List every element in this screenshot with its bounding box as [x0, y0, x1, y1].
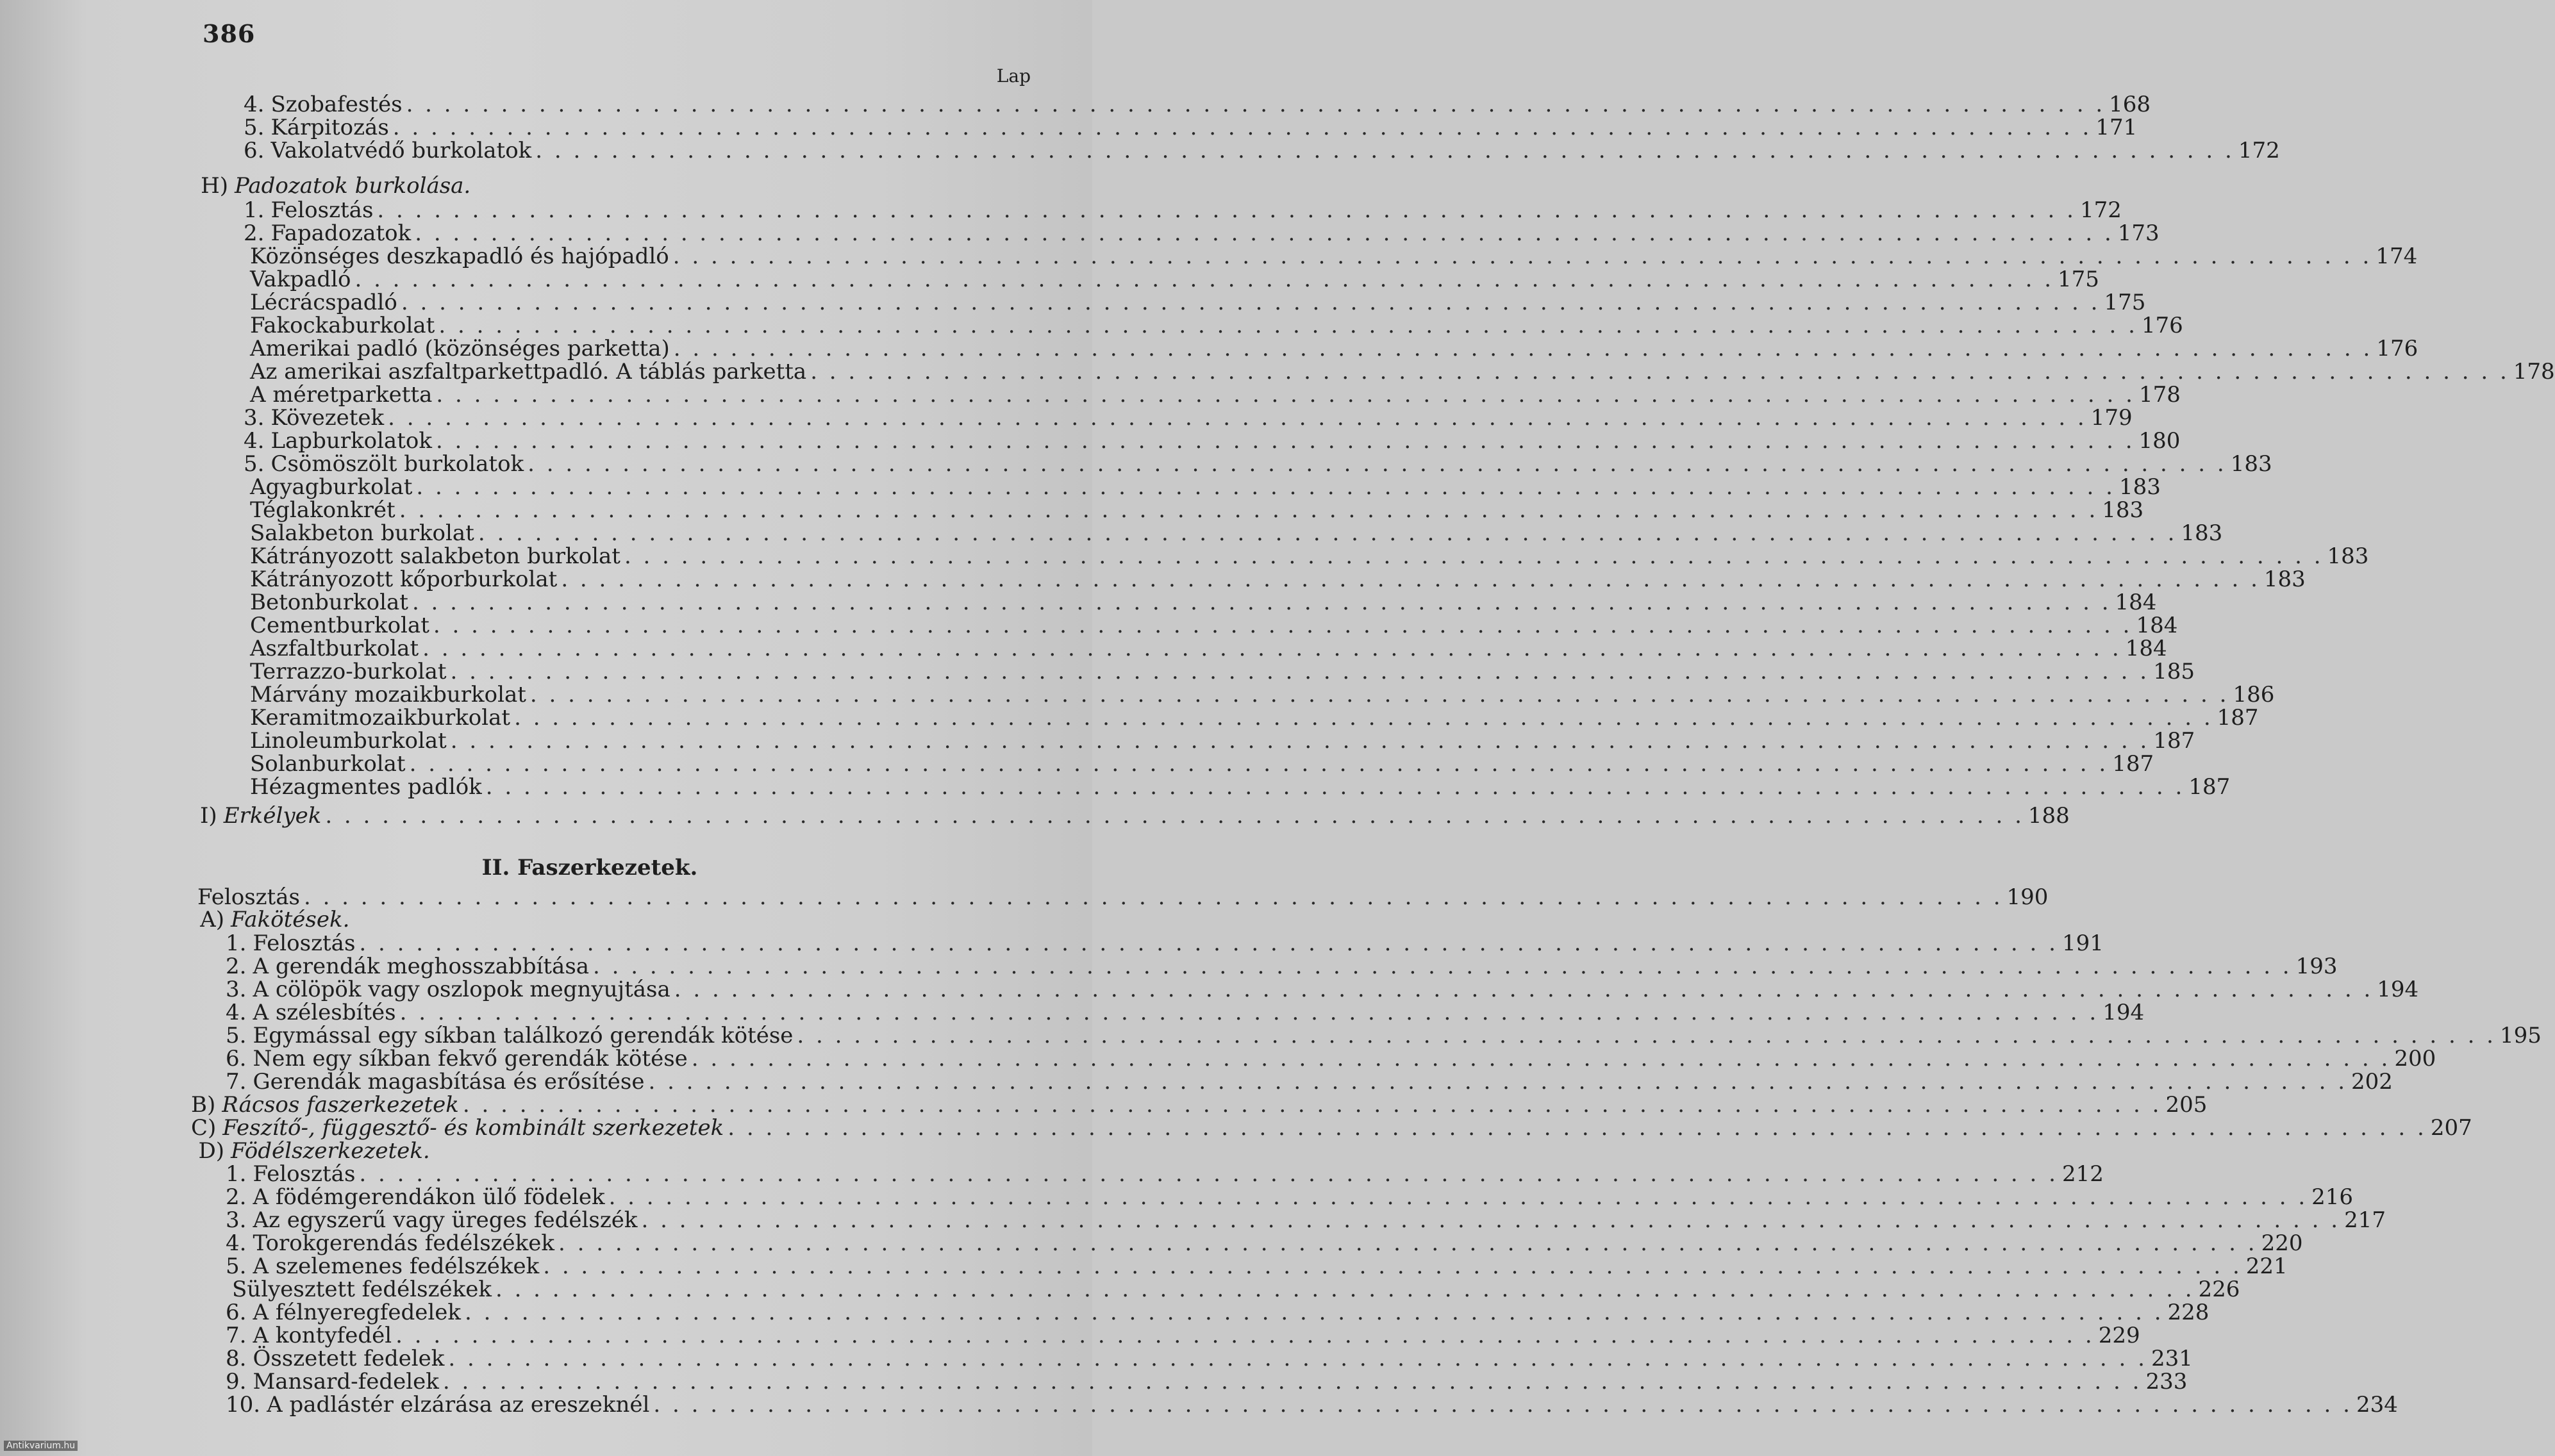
toc-entry-title: Erkélyek: [223, 803, 322, 829]
toc-entry-title: Gerendák magasbítása és erősítése: [253, 1069, 645, 1095]
toc-leader-dots: . . . . . . . . . . . . . . . . . . . . . . . . . . . . . . . . . . . . . . . . . . . . . . . . . . . . . . . . . . . . . . . . . . . . . . . . . . . . . . . . . . . . . . . . . .: [653, 1392, 2352, 1418]
toc-entry: [191, 884, 2049, 910]
toc-entry-number: 1.: [244, 197, 265, 223]
toc-entry-number: 1.: [226, 931, 247, 956]
toc-entry: [244, 705, 2259, 731]
toc-entry-title: A méretparketta: [250, 382, 433, 408]
toc-entry-page: 217: [2344, 1207, 2386, 1233]
toc-entry: [244, 590, 2157, 615]
toc-entry-page: 172: [2238, 138, 2280, 163]
toc-entry-title: Egymással egy síkban találkozó gerendák kötése: [253, 1023, 794, 1048]
toc-leader-dots: . . . . . . . . . . . . . . . . . . . . . . . . . . . . . . . . . . . . . . . . . . . . . . . . . . . . . . . . . . . . . . . . . . . . . . . . . . . . . . . . . . . . . . . . . .: [535, 138, 2235, 163]
toc-entry-page: 172: [2079, 197, 2122, 223]
toc-entry: [244, 682, 2275, 707]
toc-leader-dots: . . . . . . . . . . . . . . . . . . . . . . . . . . . . . . . . . . . . . . . . . . . . . . . . . . . . . . . . . . . . . . . . . . . . . . . . . . . . . . . . . . . . . . . . . .: [436, 382, 2135, 408]
toc-entry-page: 233: [2145, 1369, 2188, 1394]
toc-leader-dots: . . . . . . . . . . . . . . . . . . . . . . . . . . . . . . . . . . . . . . . . . . . . . . . . . . . . . . . . . . . . . . . . . . . . . . . . . . . . . . . . . . . . . . . . . .: [624, 543, 2324, 569]
toc-entry-number: 4.: [226, 1000, 247, 1025]
toc-entry-title: Kátrányozott salakbeton burkolat: [250, 543, 620, 569]
toc-leader-dots: . . . . . . . . . . . . . . . . . . . . . . . . . . . . . . . . . . . . . . . . . . . . . . . . . . . . . . . . . . . . . . . . . . . . . . . . . . . . . . . . . . . . . . . . . .: [561, 567, 2260, 592]
toc-entry-title: Vakolatvédő burkolatok: [270, 138, 532, 163]
toc-entry-number: 2.: [226, 954, 247, 979]
toc-leader-dots: . . . . . . . . . . . . . . . . . . . . . . . . . . . . . . . . . . . . . . . . . . . . . . . . . . . . . . . . . . . . . . . . . . . . . . . . . . . . . . . . . . . . . . . . . .: [543, 1253, 2242, 1279]
toc-entry-number: 7.: [226, 1323, 247, 1348]
toc-entry: [191, 1092, 2208, 1118]
toc-leader-dots: . . . . . . . . . . . . . . . . . . . . . . . . . . . . . . . . . . . . . . . . . . . . . . . . . . . . . . . . . . . . . . . . . . . . . . . . . . . . . . . . . . . . . . . . . .: [450, 659, 2150, 684]
toc-entry-page: 185: [2153, 659, 2195, 684]
toc-entry-page: 191: [2061, 931, 2104, 956]
toc-entry-page: 183: [2181, 520, 2223, 546]
toc-entry-page: 183: [2230, 451, 2272, 477]
toc-entry-page: 183: [2263, 567, 2306, 592]
toc-entry-page: 205: [2165, 1092, 2208, 1118]
toc-leader-dots: . . . . . . . . . . . . . . . . . . . . . . . . . . . . . . . . . . . . . . . . . . . . . . . . . . . . . . . . . . . . . . . . . . . . . . . . . . . . . . . . . . . . . . . . . .: [797, 1023, 2496, 1048]
toc-entry-title: Rácsos faszerkezetek: [222, 1092, 459, 1118]
toc-entry: [191, 1115, 2472, 1141]
toc-entry-page: 178: [2513, 359, 2555, 385]
toc-entry: [226, 1392, 2398, 1418]
toc-leader-dots: . . . . . . . . . . . . . . . . . . . . . . . . . . . . . . . . . . . . . . . . . . . . . . . . . . . . . . . . . . . . . . . . . . . . . . . . . . . . . . . . . . . . . . . . . .: [648, 1069, 2348, 1095]
toc-entry-number: 5.: [226, 1253, 247, 1279]
toc-leader-dots: . . . . . . . . . . . . . . . . . . . . . . . . . . . . . . . . . . . . . . . . . . . . . . . . . . . . . . . . . . . . . . . . . . . . . . . . . . . . . . . . . . . . . . . . . .: [528, 451, 2227, 477]
toc-leader-dots: . . . . . . . . . . . . . . . . . . . . . . . . . . . . . . . . . . . . . . . . . . . . . . . . . . . . . . . . . . . . . . . . . . . . . . . . . . . . . . . . . . . . . . . . . .: [354, 267, 2054, 292]
toc-entry-page: 220: [2261, 1230, 2303, 1256]
toc-entry: [191, 908, 1020, 931]
toc-entry: [226, 977, 2419, 1002]
toc-entry-number: 5.: [244, 451, 265, 477]
toc-entry: [244, 220, 2160, 246]
toc-entry-title: Solanburkolat: [250, 751, 406, 777]
toc-entry-title: Kövezetek: [270, 405, 385, 431]
toc-entry: [226, 1346, 2193, 1371]
toc-entry: [244, 115, 2138, 140]
toc-entry: [244, 313, 2183, 338]
toc-entry-page: 221: [2245, 1253, 2288, 1279]
toc-leader-dots: . . . . . . . . . . . . . . . . . . . . . . . . . . . . . . . . . . . . . . . . . . . . . . . . . . . . . . . . . . . . . . . . . . . . . . . . . . . . . . . . . . . . . . . . . .: [485, 774, 2185, 800]
toc-entry: [244, 636, 2167, 661]
toc-entry-number: I): [200, 803, 217, 829]
toc-entry: [226, 1000, 2145, 1025]
toc-entry-number: B): [191, 1092, 216, 1118]
toc-entry-number: 9.: [226, 1369, 247, 1394]
toc-entry-page: 184: [2136, 613, 2178, 638]
toc-entry: [244, 567, 2306, 592]
toc-leader-dots: . . . . . . . . . . . . . . . . . . . . . . . . . . . . . . . . . . . . . . . . . . . . . . . . . . . . . . . . . . . . . . . . . . . . . . . . . . . . . . . . . . . . . . . . . .: [415, 220, 2114, 246]
toc-entry-title: Padozatok burkolása.: [235, 173, 471, 199]
toc-leader-dots: . . . . . . . . . . . . . . . . . . . . . . . . . . . . . . . . . . . . . . . . . . . . . . . . . . . . . . . . . . . . . . . . . . . . . . . . . . . . . . . . . . . . . . . . . .: [478, 520, 2177, 546]
toc-entry: [226, 1069, 2393, 1095]
toc-leader-dots: . . . . . . . . . . . . . . . . . . . . . . . . . . . . . . . . . . . . . . . . . . . . . . . . . . . . . . . . . . . . . . . . . . . . . . . . . . . . . . . . . . . . . . . . . .: [674, 977, 2374, 1002]
toc-leader-dots: . . . . . . . . . . . . . . . . . . . . . . . . . . . . . . . . . . . . . . . . . . . . . . . . . . . . . . . . . . . . . . . . . . . . . . . . . . . . . . . . . . . . . . . . . .: [401, 290, 2101, 315]
toc-entry-number: 2.: [226, 1184, 247, 1210]
toc-entry: [244, 336, 2418, 361]
toc-entry-page: 184: [2115, 590, 2157, 615]
toc-entry-number: C): [191, 1115, 217, 1141]
toc-entry-number: 10.: [226, 1392, 261, 1418]
toc-entry-page: 228: [2167, 1300, 2210, 1325]
toc-entry-number: 3.: [244, 405, 265, 431]
toc-entry: [226, 1184, 2354, 1210]
toc-entry: [244, 520, 2223, 546]
toc-entry-title: Amerikai padló (közönséges parketta): [250, 336, 670, 361]
toc-entry: [244, 138, 2280, 163]
toc-leader-dots: . . . . . . . . . . . . . . . . . . . . . . . . . . . . . . . . . . . . . . . . . . . . . . . . . . . . . . . . . . . . . . . . . . . . . . . . . . . . . . . . . . . . . . . . . .: [412, 590, 2111, 615]
toc-entry-page: 187: [2153, 728, 2195, 754]
toc-entry: [226, 1046, 2436, 1071]
toc-leader-dots: . . . . . . . . . . . . . . . . . . . . . . . . . . . . . . . . . . . . . . . . . . . . . . . . . . . . . . . . . . . . . . . . . . . . . . . . . . . . . . . . . . . . . . . . . .: [422, 636, 2122, 661]
toc-entry-page: 188: [2027, 803, 2070, 829]
toc-leader-dots: . . . . . . . . . . . . . . . . . . . . . . . . . . . . . . . . . . . . . . . . . . . . . . . . . . . . . . . . . . . . . . . . . . . . . . . . . . . . . . . . . . . . . . . . . .: [416, 474, 2115, 500]
toc-leader-dots: . . . . . . . . . . . . . . . . . . . . . . . . . . . . . . . . . . . . . . . . . . . . . . . . . . . . . . . . . . . . . . . . . . . . . . . . . . . . . . . . . . . . . . . . . .: [303, 884, 2003, 910]
toc-entry-number: 3.: [226, 977, 247, 1002]
toc-entry-number: 5.: [226, 1023, 247, 1048]
toc-leader-dots: . . . . . . . . . . . . . . . . . . . . . . . . . . . . . . . . . . . . . . . . . . . . . . . . . . . . . . . . . . . . . . . . . . . . . . . . . . . . . . . . . . . . . . . . . .: [442, 1369, 2142, 1394]
toc-entry-number: 2.: [244, 220, 265, 246]
toc-entry-page: 186: [2233, 682, 2275, 707]
toc-entry-number: 4.: [244, 428, 265, 454]
toc-entry-title: Márvány mozaikburkolat: [250, 682, 526, 707]
toc-leader-dots: . . . . . . . . . . . . . . . . . . . . . . . . . . . . . . . . . . . . . . . . . . . . . . . . . . . . . . . . . . . . . . . . . . . . . . . . . . . . . . . . . . . . . . . . . .: [495, 1277, 2195, 1302]
toc-entry: [226, 1161, 2104, 1187]
toc-entry-title: Közönséges deszkapadló és hajópadló: [250, 244, 669, 269]
toc-entry-title: Csömöszölt burkolatok: [270, 451, 524, 477]
toc-entry: [244, 290, 2146, 315]
toc-entry-title: Felosztás: [270, 197, 374, 223]
toc-entry: [226, 1300, 2210, 1325]
toc-entry-title: Sülyesztett fedélszékek: [232, 1277, 492, 1302]
toc-entry: [226, 954, 2338, 979]
page-number: 386: [203, 19, 256, 48]
toc-entry: [244, 451, 2272, 477]
toc-entry: [244, 197, 2122, 223]
toc-entry-title: A félnyeregfedelek: [253, 1300, 461, 1325]
toc-entry-page: 200: [2394, 1046, 2436, 1071]
page-column-header: Lap: [996, 65, 1031, 87]
toc-entry-title: Födélszerkezetek.: [231, 1138, 430, 1164]
toc-entry-title: Keramitmozaikburkolat: [250, 705, 511, 731]
toc-entry-page: 178: [2138, 382, 2181, 408]
toc-entry-number: 6.: [226, 1300, 247, 1325]
toc-entry-page: 187: [2217, 705, 2259, 731]
toc-entry: [244, 267, 2099, 292]
toc-entry: [191, 1139, 1020, 1162]
toc-entry-title: A cölöpök vagy oszlopok megnyujtása: [253, 977, 670, 1002]
toc-entry-title: Fakockaburkolat: [250, 313, 435, 338]
toc-leader-dots: . . . . . . . . . . . . . . . . . . . . . . . . . . . . . . . . . . . . . . . . . . . . . . . . . . . . . . . . . . . . . . . . . . . . . . . . . . . . . . . . . . . . . . . . . .: [388, 405, 2087, 431]
toc-entry-page: 226: [2198, 1277, 2240, 1302]
toc-entry-title: Kátrányozott kőporburkolat: [250, 567, 558, 592]
toc-entry-page: 173: [2117, 220, 2160, 246]
toc-leader-dots: . . . . . . . . . . . . . . . . . . . . . . . . . . . . . . . . . . . . . . . . . . . . . . . . . . . . . . . . . . . . . . . . . . . . . . . . . . . . . . . . . . . . . . . . . .: [558, 1230, 2258, 1256]
toc-entry-page: 202: [2351, 1069, 2393, 1095]
toc-entry: [244, 728, 2195, 754]
toc-leader-dots: . . . . . . . . . . . . . . . . . . . . . . . . . . . . . . . . . . . . . . . . . . . . . . . . . . . . . . . . . . . . . . . . . . . . . . . . . . . . . . . . . . . . . . . . . .: [399, 1000, 2099, 1025]
toc-entry-title: Lécrácspadló: [250, 290, 397, 315]
toc-entry-page: 229: [2098, 1323, 2140, 1348]
watermark: Antikvarium.hu: [4, 1441, 78, 1451]
toc-entry-page: 187: [2112, 751, 2154, 777]
toc-entry-title: Téglakonkrét: [250, 497, 395, 523]
toc-entry: [226, 1369, 2188, 1394]
toc-entry: [244, 659, 2195, 684]
toc-leader-dots: . . . . . . . . . . . . . . . . . . . . . . . . . . . . . . . . . . . . . . . . . . . . . . . . . . . . . . . . . . . . . . . . . . . . . . . . . . . . . . . . . . . . . . . . . .: [433, 613, 2133, 638]
toc-entry-title: Vakpadló: [250, 267, 351, 292]
toc-entry-title: Aszfaltburkolat: [250, 636, 419, 661]
toc-leader-dots: . . . . . . . . . . . . . . . . . . . . . . . . . . . . . . . . . . . . . . . . . . . . . . . . . . . . . . . . . . . . . . . . . . . . . . . . . . . . . . . . . . . . . . . . . .: [395, 1323, 2095, 1348]
toc-leader-dots: . . . . . . . . . . . . . . . . . . . . . . . . . . . . . . . . . . . . . . . . . . . . . . . . . . . . . . . . . . . . . . . . . . . . . . . . . . . . . . . . . . . . . . . . . .: [529, 682, 2229, 707]
toc-entry-title: Agyagburkolat: [250, 474, 413, 500]
toc-entry: [200, 803, 2070, 829]
toc-entry-title: Lapburkolatok: [270, 428, 432, 454]
toc-entry-title: Az egyszerű vagy üreges fedélszék: [253, 1207, 638, 1233]
toc-entry-title: Terrazzo-burkolat: [250, 659, 447, 684]
toc-entry-page: 176: [2141, 313, 2183, 338]
toc-leader-dots: . . . . . . . . . . . . . . . . . . . . . . . . . . . . . . . . . . . . . . . . . . . . . . . . . . . . . . . . . . . . . . . . . . . . . . . . . . . . . . . . . . . . . . . . . .: [448, 1346, 2147, 1371]
toc-leader-dots: . . . . . . . . . . . . . . . . . . . . . . . . . . . . . . . . . . . . . . . . . . . . . . . . . . . . . . . . . . . . . . . . . . . . . . . . . . . . . . . . . . . . . . . . . .: [673, 336, 2373, 361]
toc-leader-dots: . . . . . . . . . . . . . . . . . . . . . . . . . . . . . . . . . . . . . . . . . . . . . . . . . . . . . . . . . . . . . . . . . . . . . . . . . . . . . . . . . . . . . . . . . .: [399, 497, 2099, 523]
toc-leader-dots: . . . . . . . . . . . . . . . . . . . . . . . . . . . . . . . . . . . . . . . . . . . . . . . . . . . . . . . . . . . . . . . . . . . . . . . . . . . . . . . . . . . . . . . . . .: [406, 92, 2106, 117]
toc-leader-dots: . . . . . . . . . . . . . . . . . . . . . . . . . . . . . . . . . . . . . . . . . . . . . . . . . . . . . . . . . . . . . . . . . . . . . . . . . . . . . . . . . . . . . . . . . .: [435, 428, 2135, 454]
toc-entry-title: A kontyfedél: [253, 1323, 392, 1348]
toc-entry-page: 216: [2311, 1184, 2354, 1210]
toc-entry-page: 234: [2356, 1392, 2398, 1418]
toc-entry: [244, 382, 2181, 408]
toc-entry-page: 168: [2109, 92, 2151, 117]
toc-entry-title: A padlástér elzárása az ereszeknél: [267, 1392, 650, 1418]
toc-entry-number: 1.: [226, 1161, 247, 1187]
toc-entry-page: 183: [2327, 543, 2369, 569]
toc-leader-dots: . . . . . . . . . . . . . . . . . . . . . . . . . . . . . . . . . . . . . . . . . . . . . . . . . . . . . . . . . . . . . . . . . . . . . . . . . . . . . . . . . . . . . . . . . .: [728, 1115, 2427, 1141]
toc-entry-title: Az amerikai aszfaltparkettpadló. A táblás parketta: [250, 359, 807, 385]
toc-leader-dots: . . . . . . . . . . . . . . . . . . . . . . . . . . . . . . . . . . . . . . . . . . . . . . . . . . . . . . . . . . . . . . . . . . . . . . . . . . . . . . . . . . . . . . . . . .: [450, 728, 2150, 754]
toc-leader-dots: . . . . . . . . . . . . . . . . . . . . . . . . . . . . . . . . . . . . . . . . . . . . . . . . . . . . . . . . . . . . . . . . . . . . . . . . . . . . . . . . . . . . . . . . . .: [392, 115, 2092, 140]
toc-leader-dots: . . . . . . . . . . . . . . . . . . . . . . . . . . . . . . . . . . . . . . . . . . . . . . . . . . . . . . . . . . . . . . . . . . . . . . . . . . . . . . . . . . . . . . . . . .: [810, 359, 2509, 385]
toc-entry-page: 183: [2118, 474, 2161, 500]
toc-entry: [226, 1230, 2303, 1256]
toc-entry-title: Fapadozatok: [270, 220, 412, 246]
toc-entry-number: 5.: [244, 115, 265, 140]
toc-entry: [244, 428, 2181, 454]
toc-leader-dots: . . . . . . . . . . . . . . . . . . . . . . . . . . . . . . . . . . . . . . . . . . . . . . . . . . . . . . . . . . . . . . . . . . . . . . . . . . . . . . . . . . . . . . . . . .: [325, 803, 2024, 829]
toc-entry-number: H): [201, 173, 228, 199]
toc-entry-title: Salakbeton burkolat: [250, 520, 474, 546]
toc-leader-dots: . . . . . . . . . . . . . . . . . . . . . . . . . . . . . . . . . . . . . . . . . . . . . . . . . . . . . . . . . . . . . . . . . . . . . . . . . . . . . . . . . . . . . . . . . .: [464, 1300, 2164, 1325]
toc-entry-number: 8.: [226, 1346, 247, 1371]
toc-leader-dots: . . . . . . . . . . . . . . . . . . . . . . . . . . . . . . . . . . . . . . . . . . . . . . . . . . . . . . . . . . . . . . . . . . . . . . . . . . . . . . . . . . . . . . . . . .: [409, 751, 2109, 777]
toc-entry: [244, 92, 2151, 117]
toc-entry-title: A födémgerendákon ülő födelek: [253, 1184, 605, 1210]
toc-entry-page: 176: [2376, 336, 2418, 361]
toc-entry-page: 190: [2006, 884, 2049, 910]
toc-entry-number: 7.: [226, 1069, 247, 1095]
toc-entry: [200, 174, 1032, 197]
toc-leader-dots: . . . . . . . . . . . . . . . . . . . . . . . . . . . . . . . . . . . . . . . . . . . . . . . . . . . . . . . . . . . . . . . . . . . . . . . . . . . . . . . . . . . . . . . . . .: [359, 931, 2058, 956]
section-heading-text: II. Faszerkezetek.: [481, 855, 698, 881]
toc-entry-title: Hézagmentes padlók: [250, 774, 482, 800]
toc-entry-number: 6.: [226, 1046, 247, 1071]
toc-entry-number: D): [198, 1138, 224, 1164]
toc-entry-title: Összetett fedelek: [253, 1346, 445, 1371]
toc-entry: [244, 405, 2133, 431]
toc-entry: [226, 931, 2104, 956]
toc-leader-dots: . . . . . . . . . . . . . . . . . . . . . . . . . . . . . . . . . . . . . . . . . . . . . . . . . . . . . . . . . . . . . . . . . . . . . . . . . . . . . . . . . . . . . . . . . .: [514, 705, 2213, 731]
toc-entry: [244, 497, 2144, 523]
toc-entry-title: Torokgerendás fedélszékek: [253, 1230, 555, 1256]
toc-entry-number: 4.: [244, 92, 265, 117]
toc-entry-page: 175: [2058, 267, 2099, 292]
toc-entry-page: 207: [2430, 1115, 2472, 1141]
toc-entry: [226, 1253, 2288, 1279]
toc-entry-number: 6.: [244, 138, 265, 163]
toc-entry-title: Felosztás: [253, 931, 356, 956]
toc-leader-dots: . . . . . . . . . . . . . . . . . . . . . . . . . . . . . . . . . . . . . . . . . . . . . . . . . . . . . . . . . . . . . . . . . . . . . . . . . . . . . . . . . . . . . . . . . .: [641, 1207, 2341, 1233]
toc-entry-page: 179: [2090, 405, 2133, 431]
toc-entry-page: 194: [2102, 1000, 2145, 1025]
toc-leader-dots: . . . . . . . . . . . . . . . . . . . . . . . . . . . . . . . . . . . . . . . . . . . . . . . . . . . . . . . . . . . . . . . . . . . . . . . . . . . . . . . . . . . . . . . . . .: [608, 1184, 2308, 1210]
toc-leader-dots: . . . . . . . . . . . . . . . . . . . . . . . . . . . . . . . . . . . . . . . . . . . . . . . . . . . . . . . . . . . . . . . . . . . . . . . . . . . . . . . . . . . . . . . . . .: [691, 1046, 2391, 1071]
toc-entry-title: Felosztás: [197, 884, 300, 910]
toc-entry-page: 194: [2377, 977, 2419, 1002]
toc-entry-title: Linoleumburkolat: [250, 728, 447, 754]
toc-entry-title: Betonburkolat: [250, 590, 408, 615]
toc-entry-title: A szélesbítés: [253, 1000, 396, 1025]
toc-entry-title: Nem egy síkban fekvő gerendák kötése: [253, 1046, 688, 1071]
toc-entry-title: Szobafestés: [270, 92, 403, 117]
toc-entry: [244, 751, 2154, 777]
toc-entry-page: 171: [2095, 115, 2138, 140]
toc-entry-page: 193: [2295, 954, 2338, 979]
toc-entry-title: A gerendák meghosszabbítása: [253, 954, 590, 979]
toc-entry: [226, 1323, 2140, 1348]
toc-entry-page: 180: [2138, 428, 2181, 454]
toc-entry-title: Feszítő-, függesztő- és kombinált szerkezetek: [222, 1115, 724, 1141]
toc-entry: [226, 1207, 2386, 1233]
toc-entry-page: 212: [2061, 1161, 2104, 1187]
section-heading: [0, 855, 1092, 881]
toc-leader-dots: . . . . . . . . . . . . . . . . . . . . . . . . . . . . . . . . . . . . . . . . . . . . . . . . . . . . . . . . . . . . . . . . . . . . . . . . . . . . . . . . . . . . . . . . . .: [462, 1092, 2162, 1118]
toc-entry-page: 183: [2102, 497, 2144, 523]
toc-entry-title: Cementburkolat: [250, 613, 429, 638]
toc-entry: [244, 774, 2231, 800]
toc-entry-page: 175: [2104, 290, 2146, 315]
toc-entry: [244, 359, 2555, 385]
toc-entry-title: Mansard-fedelek: [253, 1369, 439, 1394]
toc-entry-page: 195: [2500, 1023, 2542, 1048]
toc-entry-number: 3.: [226, 1207, 247, 1233]
toc-entry: [226, 1023, 2542, 1048]
toc-entry: [244, 244, 2418, 269]
toc-entry-title: Fakötések.: [231, 907, 350, 932]
toc-leader-dots: . . . . . . . . . . . . . . . . . . . . . . . . . . . . . . . . . . . . . . . . . . . . . . . . . . . . . . . . . . . . . . . . . . . . . . . . . . . . . . . . . . . . . . . . . .: [438, 313, 2138, 338]
toc-entry-number: A): [200, 907, 224, 932]
toc-entry: [244, 543, 2369, 569]
toc-entry-title: Kárpitozás: [270, 115, 389, 140]
toc-entry-page: 184: [2125, 636, 2167, 661]
toc-entry-page: 231: [2151, 1346, 2193, 1371]
toc-leader-dots: . . . . . . . . . . . . . . . . . . . . . . . . . . . . . . . . . . . . . . . . . . . . . . . . . . . . . . . . . . . . . . . . . . . . . . . . . . . . . . . . . . . . . . . . . .: [359, 1161, 2058, 1187]
toc-entry: [244, 474, 2161, 500]
toc-leader-dots: . . . . . . . . . . . . . . . . . . . . . . . . . . . . . . . . . . . . . . . . . . . . . . . . . . . . . . . . . . . . . . . . . . . . . . . . . . . . . . . . . . . . . . . . . .: [593, 954, 2292, 979]
toc-entry-page: 174: [2376, 244, 2418, 269]
toc-entry: [226, 1277, 2240, 1302]
toc-entry-page: 187: [2188, 774, 2231, 800]
toc-entry: [244, 613, 2178, 638]
toc-entry-number: 4.: [226, 1230, 247, 1256]
toc-leader-dots: . . . . . . . . . . . . . . . . . . . . . . . . . . . . . . . . . . . . . . . . . . . . . . . . . . . . . . . . . . . . . . . . . . . . . . . . . . . . . . . . . . . . . . . . . .: [672, 244, 2372, 269]
toc-entry-title: Felosztás: [253, 1161, 356, 1187]
toc-leader-dots: . . . . . . . . . . . . . . . . . . . . . . . . . . . . . . . . . . . . . . . . . . . . . . . . . . . . . . . . . . . . . . . . . . . . . . . . . . . . . . . . . . . . . . . . . .: [377, 197, 2076, 223]
toc-entry-title: A szelemenes fedélszékek: [253, 1253, 540, 1279]
